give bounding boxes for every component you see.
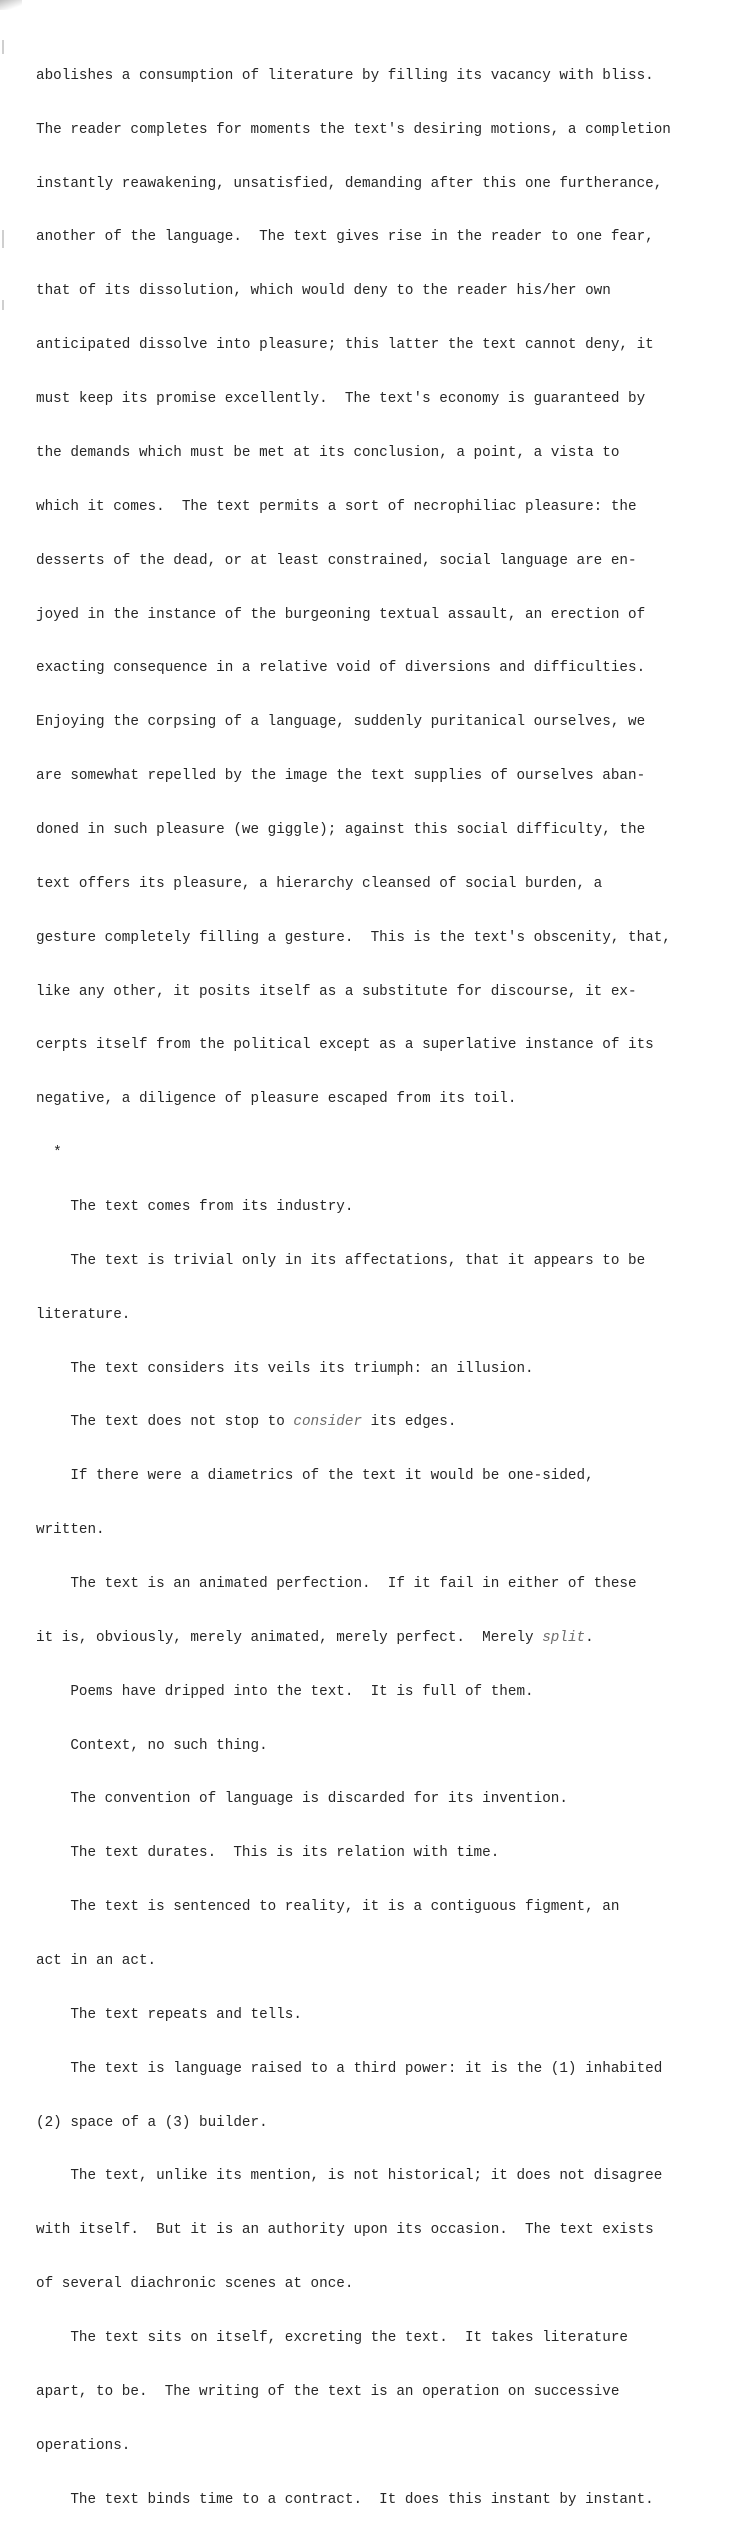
text-line: that of its dissolution, which would deny to the reader his/her own — [36, 283, 611, 300]
emphasized-word: consider — [293, 1414, 363, 1431]
text-line-with-emphasis — [36, 1630, 736, 1648]
text-line: The text durates. This is its relation with time. — [36, 1845, 500, 1862]
text-line: The text is sentenced to reality, it is a contiguous figment, an — [36, 1899, 620, 1916]
text-line: negative, a diligence of pleasure escaped from its toil. — [36, 1091, 517, 1108]
text-segment: its edges. — [362, 1414, 457, 1431]
text-line: The text repeats and tells. — [36, 2006, 302, 2023]
text-line: with itself. But it is an authority upon its occasion. The text exists — [36, 2222, 654, 2239]
text-line: exacting consequence in a relative void of diversions and difficulties. — [36, 660, 646, 677]
text-line: doned in such pleasure (we giggle); against this social difficulty, the — [36, 821, 646, 838]
text-line: anticipated dissolve into pleasure; this latter the text cannot deny, it — [36, 337, 654, 354]
text-line: The reader completes for moments the text's desiring motions, a completion — [36, 121, 671, 138]
text-line: the demands which must be met at its conclusion, a point, a vista to — [36, 444, 620, 461]
text-line: Poems have dripped into the text. It is full of them. — [36, 1683, 534, 1700]
text-line: apart, to be. The writing of the text is an operation on successive — [36, 2383, 620, 2400]
text-line: cerpts itself from the political except as a superlative instance of its — [36, 1037, 654, 1054]
text-line: The text is language raised to a third power: it is the (1) inhabited — [36, 2060, 663, 2077]
text-line: literature. — [36, 1306, 131, 1323]
left-edge-mark — [2, 40, 4, 54]
section-divider-asterisk: * — [36, 1145, 62, 1162]
page-corner-mark — [0, 0, 22, 10]
text-line: The text, unlike its mention, is not historical; it does not disagree — [36, 2168, 663, 2185]
text-line-with-emphasis — [36, 1414, 736, 1432]
text-segment: . — [585, 1629, 594, 1646]
text-line: The convention of language is discarded for its invention. — [36, 1791, 568, 1808]
text-line: instantly reawakening, unsatisfied, demanding after this one furtherance, — [36, 175, 663, 192]
text-line: text offers its pleasure, a hierarchy cleansed of social burden, a — [36, 875, 603, 892]
text-segment: The text does not stop to — [36, 1414, 294, 1431]
text-line: another of the language. The text gives rise in the reader to one fear, — [36, 229, 654, 246]
text-line: must keep its promise excellently. The text's economy is guaranteed by — [36, 391, 646, 408]
text-line: joyed in the instance of the burgeoning textual assault, an erection of — [36, 606, 646, 623]
text-line: The text sits on itself, excreting the text. It takes literature — [36, 2330, 628, 2346]
text-line: written. — [36, 1522, 105, 1539]
emphasized-word: split — [542, 1629, 586, 1646]
text-line: desserts of the dead, or at least constrained, social language are en- — [36, 552, 637, 569]
text-line: act in an act. — [36, 1952, 157, 1969]
document-body — [36, 32, 736, 2545]
text-line: The text is an animated perfection. If it fail in either of these — [36, 1575, 637, 1592]
text-line: like any other, it posits itself as a substitute for discourse, it ex- — [36, 983, 637, 1000]
text-line: are somewhat repelled by the image the text supplies of ourselves aban- — [36, 768, 646, 785]
text-line: The text binds time to a contract. It does this instant by instant. — [36, 2491, 654, 2508]
text-line: Enjoying the corpsing of a language, suddenly puritanical ourselves, we — [36, 714, 646, 731]
text-line: gesture completely filling a gesture. This is the text's obscenity, that, — [36, 929, 671, 946]
text-line: The text comes from its industry. — [36, 1198, 354, 1215]
left-edge-mark — [2, 230, 4, 248]
text-line: which it comes. The text permits a sort of necrophiliac pleasure: the — [36, 498, 637, 515]
text-line: The text considers its veils its triumph: an illusion. — [36, 1360, 534, 1377]
text-line: (2) space of a (3) builder. — [36, 2114, 268, 2131]
text-segment: it is, obviously, merely animated, merely perfect. Merely — [36, 1629, 543, 1646]
left-edge-mark — [2, 300, 4, 310]
text-line: abolishes a consumption of literature by filling its vacancy with bliss. — [36, 67, 654, 84]
text-line: Context, no such thing. — [36, 1737, 268, 1754]
text-line: operations. — [36, 2437, 131, 2454]
text-line: If there were a diametrics of the text it would be one-sided, — [36, 1468, 594, 1485]
text-line: The text is trivial only in its affectations, that it appears to be — [36, 1252, 646, 1269]
text-line: of several diachronic scenes at once. — [36, 2276, 354, 2293]
